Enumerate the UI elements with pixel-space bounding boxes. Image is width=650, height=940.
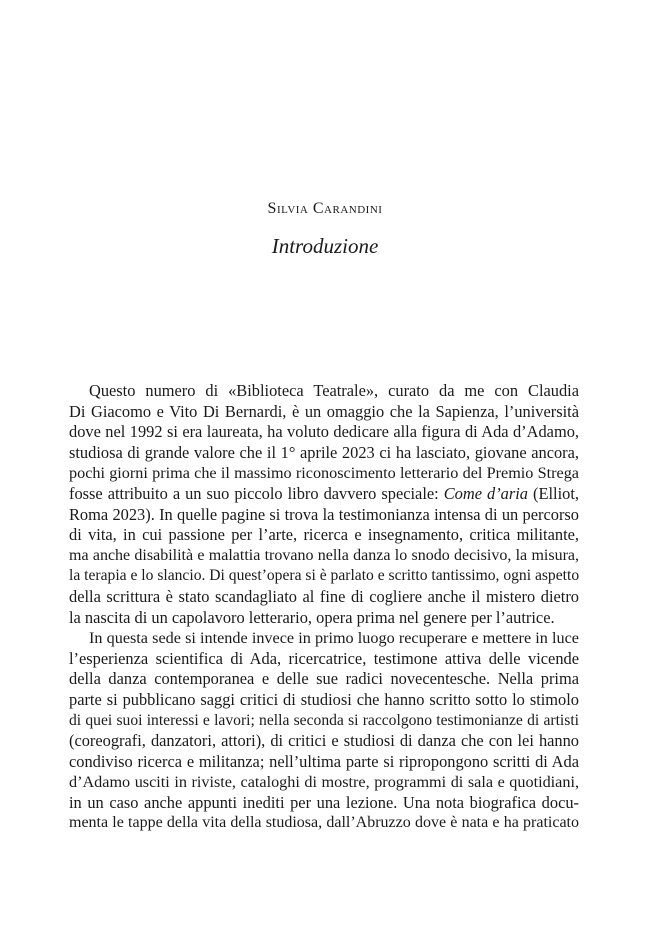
text-line: In questa sede si intende invece in primo luogo recuperare e mettere in luce (89, 629, 579, 648)
text-line: parte si pubblicano saggi critici di studiosi che hanno scritto sotto lo stimolo (69, 689, 579, 709)
text-line: la nascita di un capolavoro letterario, opera prima nel genere per l’autrice. (69, 607, 555, 627)
text-run: (Elliot, (528, 483, 580, 503)
paragraph (69, 381, 579, 628)
text-line: di quei suoi interessi e lavori; nella seconda si raccolgono testimonianze di artisti (69, 711, 579, 729)
text-line: di vita, in cui passione per l’arte, ricerca e insegnamento, critica militante, (69, 525, 579, 545)
body-text (69, 381, 579, 834)
book-title: Come d’aria (443, 483, 528, 503)
text-line: pochi giorni prima che il massimo riconoscimento letterario del Premio Strega (69, 464, 579, 483)
text-line: Di Giacomo e Vito Di Bernardi, è un omaggio che la Sapienza, l’università (69, 401, 579, 421)
chapter-title: Introduzione (271, 234, 379, 258)
text-line: menta le tappe della vita della studiosa, dall’Abruzzo dove è nata e ha praticato (69, 814, 579, 832)
text-line: la terapia e lo slancio. Di quest’opera si è parlato e scritto tantissimo, ogni aspetto (69, 567, 580, 585)
text-line (69, 484, 579, 505)
text-line: della danza contemporanea e delle sue radici novecentesche. Nella prima (69, 669, 579, 689)
text-line: (coreografi, danzatori, attori), di critici e studiosi di danza che con lei hanno (69, 731, 579, 751)
text-line: l’esperienza scientifica di Ada, ricercatrice, testimone attiva delle vicende (69, 648, 579, 668)
text-line: in un caso anche appunti inediti per una lezione. Una nota biografica docu- (69, 792, 579, 812)
author-name: Silvia Carandini (267, 200, 383, 217)
text-line: dove nel 1992 si era laureata, ha voluto dedicare alla figura di Ada d’Adamo, (69, 422, 579, 442)
text-line: Questo numero di «Biblioteca Teatrale», curato da me con Claudia (89, 381, 579, 400)
text-line: ma anche disabilità e malattia trovano nella danza lo snodo decisivo, la misura, (69, 546, 579, 564)
text-line: studiosa di grande valore che il 1° aprile 2023 ci ha lasciato, giovane ancora, (69, 442, 579, 462)
text-run: fosse attribuito a un suo piccolo libro davvero speciale: (69, 483, 444, 503)
text-line: condiviso ricerca e militanza; nell’ultima parte si ripropongono scritti di Ada (69, 751, 579, 771)
text-line: d’Adamo usciti in riviste, cataloghi di mostre, programmi di sala e quotidiani, (69, 773, 579, 792)
text-line: della scrittura è stato scandagliato al fine di cogliere anche il mistero dietro (69, 586, 579, 606)
paragraph (69, 628, 579, 834)
text-line: Roma 2023). In quelle pagine si trova la testimonianza intensa di un percorso (69, 504, 579, 524)
